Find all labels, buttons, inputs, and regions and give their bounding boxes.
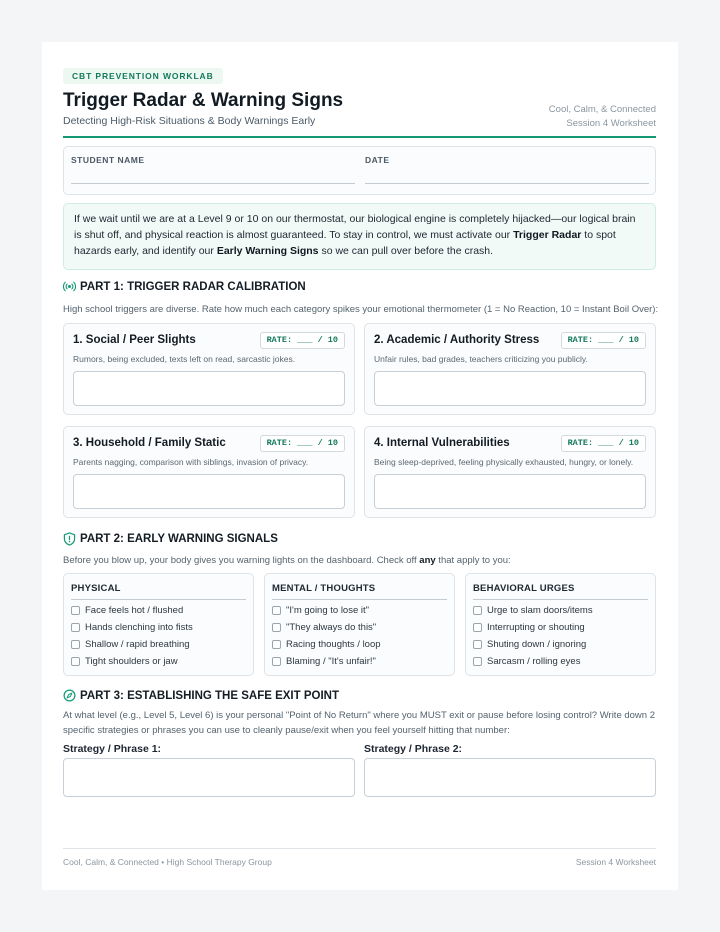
checkbox[interactable] — [473, 623, 482, 632]
trigger-response-input[interactable] — [73, 371, 345, 406]
header-divider — [63, 136, 656, 138]
signal-label: "I'm going to lose it" — [286, 605, 370, 616]
worksheet-page — [42, 42, 678, 890]
checkbox[interactable] — [71, 606, 80, 615]
signal-checkbox-item[interactable] — [71, 639, 190, 650]
footer-right: Session 4 Worksheet — [575, 857, 656, 867]
footer-left: Cool, Calm, & Connected • High School Therapy Group — [63, 857, 272, 867]
signal-checkbox-item[interactable] — [272, 605, 369, 616]
signal-checkbox-item[interactable] — [272, 639, 381, 650]
strategy2-label: Strategy / Phrase 2: — [364, 743, 463, 755]
student-name-label: STUDENT NAME — [71, 155, 145, 165]
signal-checkbox-item[interactable] — [473, 656, 580, 667]
signal-group-behavioral — [465, 573, 656, 676]
signal-label: Shallow / rapid breathing — [85, 639, 190, 650]
part3-description-line1: At what level (e.g., Level 5, Level 6) is your personal "Point of No Return" where you MUST exit or pause before losing control? Write down 2 — [63, 710, 655, 721]
trigger-response-input[interactable] — [374, 474, 646, 509]
part3-heading — [63, 689, 339, 702]
part2-heading — [63, 532, 278, 546]
signal-group-divider — [71, 599, 246, 600]
date-field[interactable] — [365, 183, 649, 184]
part2-desc-text-1: Before you blow up, your body gives you warning lights on the dashboard. Check off — [63, 555, 420, 566]
intro-text-1: If we wait until we are at a Level 9 or 10 on our thermostat, our biological engine is completely hijacked—our logical brain is shut off, and physical reaction is almost guaranteed. To stay in control, we must activate our — [74, 213, 636, 241]
signal-checkbox-item[interactable] — [473, 605, 593, 616]
trigger-card-desc: Parents nagging, comparison with siblings, invasion of privacy. — [73, 457, 309, 467]
signal-label: Interrupting or shouting — [487, 622, 585, 633]
checkbox[interactable] — [272, 657, 281, 666]
trigger-card-title: 1. Social / Peer Slights — [73, 334, 196, 346]
signal-label: Shuting down / ignoring — [487, 639, 587, 650]
checkbox[interactable] — [473, 657, 482, 666]
rate-field[interactable]: RATE: ___ / 10 — [561, 435, 646, 452]
strategy2-input[interactable] — [364, 758, 656, 797]
checkbox[interactable] — [272, 640, 281, 649]
signal-label: Urge to slam doors/items — [487, 605, 593, 616]
part1-description: High school triggers are diverse. Rate how much each category spikes your emotional thermometer (1 = No Reaction, 10 = Instant Boil Over): — [63, 304, 659, 315]
signal-label: Hands clenching into fists — [85, 622, 193, 633]
checkbox[interactable] — [473, 606, 482, 615]
signal-label: "They always do this" — [286, 622, 377, 633]
part2-desc-text-2: that apply to you: — [435, 555, 511, 566]
signal-group-title: PHYSICAL — [71, 583, 121, 594]
signal-checkbox-item[interactable] — [71, 656, 178, 667]
part1-heading — [63, 280, 306, 293]
signal-checkbox-item[interactable] — [473, 639, 586, 650]
signal-group-physical — [63, 573, 254, 676]
signal-label: Racing thoughts / loop — [286, 639, 381, 650]
part3-heading-text: PART 3: ESTABLISHING THE SAFE EXIT POINT — [80, 689, 339, 702]
trigger-card-title: 2. Academic / Authority Stress — [374, 334, 540, 346]
signal-group-divider — [473, 599, 648, 600]
part2-heading-text: PART 2: EARLY WARNING SIGNALS — [80, 533, 278, 545]
part1-heading-text: PART 1: TRIGGER RADAR CALIBRATION — [80, 280, 306, 293]
intro-callout — [63, 203, 656, 270]
footer-divider — [63, 848, 656, 849]
signal-checkbox-item[interactable] — [272, 622, 376, 633]
page-subtitle: Detecting High-Risk Situations & Body Warnings Early — [63, 115, 316, 127]
header-session: Session 4 Worksheet — [566, 118, 656, 129]
shield-icon — [63, 532, 76, 546]
part3-description-line2: specific strategies or phrases you can use to cleanly pause/exit when you feel yourself hitting that number: — [63, 725, 510, 736]
trigger-card-desc: Being sleep-deprived, feeling physically exhausted, hungry, or lonely. — [374, 457, 634, 467]
worksheet-content — [63, 42, 659, 890]
rate-field[interactable]: RATE: ___ / 10 — [561, 332, 646, 349]
trigger-card-academic — [364, 323, 656, 415]
checkbox[interactable] — [71, 623, 80, 632]
checkbox[interactable] — [473, 640, 482, 649]
page-title: Trigger Radar & Warning Signs — [63, 90, 344, 111]
checkbox[interactable] — [272, 606, 281, 615]
student-info-card — [63, 146, 656, 195]
part2-description — [63, 553, 511, 568]
intro-bold-warning-signs: Early Warning Signs — [216, 245, 319, 257]
signal-group-divider — [272, 599, 447, 600]
date-label: DATE — [365, 155, 390, 165]
compass-icon — [63, 689, 76, 702]
signal-label: Face feels hot / flushed — [85, 605, 184, 616]
signal-label: Tight shoulders or jaw — [85, 656, 178, 667]
trigger-response-input[interactable] — [73, 474, 345, 509]
intro-text-2: to spot hazards early, and identify our — [74, 229, 616, 257]
header-badge: CBT PREVENTION WORKLAB — [63, 68, 223, 84]
trigger-card-desc: Unfair rules, bad grades, teachers criticizing you publicly. — [374, 354, 588, 364]
trigger-card-title: 3. Household / Family Static — [73, 437, 226, 449]
signal-group-title: BEHAVIORAL URGES — [473, 583, 575, 594]
signal-checkbox-item[interactable] — [71, 622, 193, 633]
checkbox[interactable] — [71, 640, 80, 649]
header-org: Cool, Calm, & Connected — [548, 104, 656, 115]
trigger-card-title: 4. Internal Vulnerabilities — [374, 437, 510, 449]
signal-group-title: MENTAL / THOUGHTS — [272, 583, 376, 594]
signal-label: Blaming / "It's unfair!" — [286, 656, 376, 667]
trigger-card-social — [63, 323, 355, 415]
intro-bold-trigger-radar: Trigger Radar — [513, 229, 582, 241]
student-name-field[interactable] — [71, 183, 355, 184]
trigger-response-input[interactable] — [374, 371, 646, 406]
signal-label: Sarcasm / rolling eyes — [487, 656, 581, 667]
strategy1-input[interactable] — [63, 758, 355, 797]
signal-checkbox-item[interactable] — [272, 656, 376, 667]
checkbox[interactable] — [71, 657, 80, 666]
part2-desc-bold: any — [419, 555, 436, 566]
trigger-card-internal — [364, 426, 656, 518]
signal-group-mental — [264, 573, 455, 676]
rate-field[interactable]: RATE: ___ / 10 — [260, 332, 345, 349]
radar-icon — [63, 280, 76, 293]
rate-field[interactable]: RATE: ___ / 10 — [260, 435, 345, 452]
trigger-card-household — [63, 426, 355, 518]
trigger-card-desc: Rumors, being excluded, texts left on read, sarcastic jokes. — [73, 354, 296, 364]
signal-checkbox-item[interactable] — [71, 605, 183, 616]
signal-checkbox-item[interactable] — [473, 622, 585, 633]
strategy1-label: Strategy / Phrase 1: — [63, 743, 162, 755]
checkbox[interactable] — [272, 623, 281, 632]
intro-text-3: so we can pull over before the crash. — [318, 245, 494, 257]
